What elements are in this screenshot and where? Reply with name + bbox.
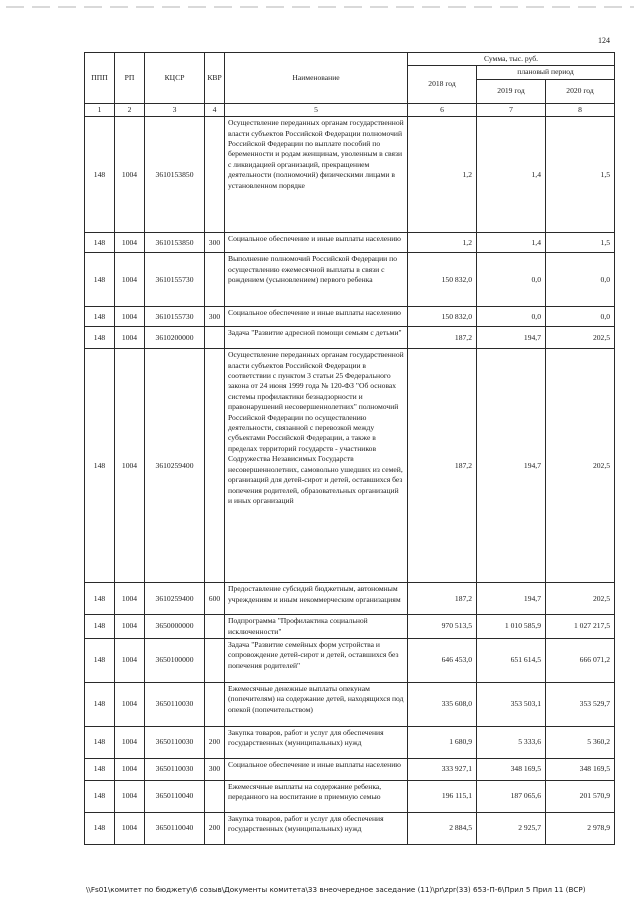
cell-2019: 194,7	[477, 349, 546, 583]
cell-ppp: 148	[85, 759, 115, 781]
cell-name: Задача "Развитие адресной помощи семьям с детьми"	[225, 327, 408, 349]
cell-2018: 187,2	[408, 327, 477, 349]
cell-kvr	[205, 683, 225, 727]
cell-rp: 1004	[115, 233, 145, 253]
cell-rp: 1004	[115, 117, 145, 233]
header-rp: РП	[115, 53, 145, 104]
cell-kcsr: 3650000000	[145, 615, 205, 639]
column-number-cell: 2	[115, 103, 145, 116]
cell-2018: 2 884,5	[408, 813, 477, 845]
cell-kcsr: 3650110030	[145, 727, 205, 759]
table-row	[85, 615, 615, 639]
cell-2018: 1,2	[408, 233, 477, 253]
cell-kvr	[205, 639, 225, 683]
cell-kvr: 200	[205, 813, 225, 845]
cell-name: Закупка товаров, работ и услуг для обеспечения государственных (муниципальных) нужд	[225, 727, 408, 759]
cell-2018: 187,2	[408, 349, 477, 583]
header-2020: 2020 год	[546, 79, 615, 103]
table-row	[85, 583, 615, 615]
cell-kvr	[205, 781, 225, 813]
cell-kvr	[205, 615, 225, 639]
cell-ppp: 148	[85, 683, 115, 727]
table-row	[85, 307, 615, 327]
table-row	[85, 233, 615, 253]
cell-kcsr: 3610155730	[145, 253, 205, 307]
cell-rp: 1004	[115, 253, 145, 307]
cell-rp: 1004	[115, 349, 145, 583]
cell-kvr: 300	[205, 233, 225, 253]
cell-rp: 1004	[115, 583, 145, 615]
table-row	[85, 117, 615, 233]
header-sum: Сумма, тыс. руб.	[408, 53, 615, 66]
cell-ppp: 148	[85, 307, 115, 327]
column-numbers-row	[85, 103, 615, 116]
cell-name: Осуществление переданных органам государственной власти субъектов Российской Федерации полномочий Российской Федерации по выплате пособий по беременности и родам женщинам, уволенным в связи с ликвидацией организаций, прекращением деятельности (полномочий) физическими лицами в установленном порядке	[225, 117, 408, 233]
cell-kcsr: 3610200000	[145, 327, 205, 349]
cell-2020: 1,5	[546, 117, 615, 233]
cell-rp: 1004	[115, 727, 145, 759]
cell-name: Закупка товаров, работ и услуг для обеспечения государственных (муниципальных) нужд	[225, 813, 408, 845]
header-kvr: КВР	[205, 53, 225, 104]
table-row	[85, 683, 615, 727]
table-row	[85, 253, 615, 307]
header-kcsr: КЦСР	[145, 53, 205, 104]
cell-2020: 5 360,2	[546, 727, 615, 759]
cell-2018: 333 927,1	[408, 759, 477, 781]
cell-name: Задача "Развитие семейных форм устройства и сопровождение детей-сирот и детей, оставшихся без попечения родителей"	[225, 639, 408, 683]
cell-rp: 1004	[115, 759, 145, 781]
header-name: Наименование	[225, 53, 408, 104]
cell-kvr: 300	[205, 759, 225, 781]
cell-2020: 1 027 217,5	[546, 615, 615, 639]
table-body	[85, 117, 615, 845]
header-plan-period: плановый период	[477, 66, 615, 79]
cell-ppp: 148	[85, 615, 115, 639]
column-number-cell: 8	[546, 103, 615, 116]
header-ppp: ППП	[85, 53, 115, 104]
cell-2019: 0,0	[477, 307, 546, 327]
table-row	[85, 781, 615, 813]
cell-2019: 353 503,1	[477, 683, 546, 727]
cell-kcsr: 3650110040	[145, 813, 205, 845]
footer-file-path: \\Fs01\комитет по бюджету\6 созыв\Документы комитета\33 внеочередное заседание (11)\pr\zpr(33) 653-П-6\Прил 5 Прил 11 (ВСР)	[86, 885, 586, 894]
cell-2019: 651 614,5	[477, 639, 546, 683]
cell-kvr	[205, 327, 225, 349]
cell-2020: 202,5	[546, 327, 615, 349]
cell-2019: 1,4	[477, 117, 546, 233]
cell-rp: 1004	[115, 781, 145, 813]
cell-2018: 1 680,9	[408, 727, 477, 759]
cell-kcsr: 3610153850	[145, 233, 205, 253]
cell-2019: 1 010 585,9	[477, 615, 546, 639]
cell-rp: 1004	[115, 615, 145, 639]
cell-rp: 1004	[115, 683, 145, 727]
cell-kcsr: 3650110030	[145, 759, 205, 781]
cell-ppp: 148	[85, 727, 115, 759]
cell-2018: 196 115,1	[408, 781, 477, 813]
cell-kvr	[205, 349, 225, 583]
cell-kvr: 200	[205, 727, 225, 759]
cell-rp: 1004	[115, 327, 145, 349]
cell-2018: 646 453,0	[408, 639, 477, 683]
cell-name: Выполнение полномочий Российской Федерации по осуществлению ежемесячной выплаты в связи с рождением (усыновлением) первого ребенка	[225, 253, 408, 307]
table-row	[85, 727, 615, 759]
cell-kcsr: 3610259400	[145, 349, 205, 583]
cell-ppp: 148	[85, 813, 115, 845]
cell-2019: 187 065,6	[477, 781, 546, 813]
cell-2018: 150 832,0	[408, 307, 477, 327]
cell-2020: 353 529,7	[546, 683, 615, 727]
cell-kvr: 600	[205, 583, 225, 615]
cell-name: Ежемесячные выплаты на содержание ребенка, переданного на воспитание в приемную семью	[225, 781, 408, 813]
cell-kcsr: 3610153850	[145, 117, 205, 233]
cell-2019: 348 169,5	[477, 759, 546, 781]
cell-ppp: 148	[85, 253, 115, 307]
cell-2020: 348 169,5	[546, 759, 615, 781]
cell-ppp: 148	[85, 349, 115, 583]
cell-name: Социальное обеспечение и иные выплаты населению	[225, 759, 408, 781]
cell-ppp: 148	[85, 583, 115, 615]
header-2018: 2018 год	[408, 66, 477, 103]
cell-rp: 1004	[115, 813, 145, 845]
cell-name: Подпрограмма "Профилактика социальной исключенности"	[225, 615, 408, 639]
cell-kvr: 300	[205, 307, 225, 327]
scan-artifact-line	[6, 6, 634, 8]
cell-2020: 202,5	[546, 349, 615, 583]
budget-table	[84, 52, 615, 845]
table-row	[85, 327, 615, 349]
cell-name: Ежемесячные денежные выплаты опекунам (попечителям) на содержание детей, находящихся под опекой (попечительством)	[225, 683, 408, 727]
cell-2018: 335 608,0	[408, 683, 477, 727]
cell-2019: 0,0	[477, 253, 546, 307]
cell-2020: 0,0	[546, 253, 615, 307]
cell-kcsr: 3610155730	[145, 307, 205, 327]
cell-name: Предоставление субсидий бюджетным, автономным учреждениям и иным некоммерческим организациям	[225, 583, 408, 615]
cell-rp: 1004	[115, 639, 145, 683]
table-row	[85, 639, 615, 683]
page-number: 124	[598, 36, 610, 45]
cell-ppp: 148	[85, 233, 115, 253]
column-number-cell: 6	[408, 103, 477, 116]
header-2019: 2019 год	[477, 79, 546, 103]
column-number-cell: 4	[205, 103, 225, 116]
column-number-cell: 3	[145, 103, 205, 116]
cell-rp: 1004	[115, 307, 145, 327]
cell-kcsr: 3650100000	[145, 639, 205, 683]
cell-2020: 0,0	[546, 307, 615, 327]
cell-kcsr: 3650110030	[145, 683, 205, 727]
cell-2018: 187,2	[408, 583, 477, 615]
cell-2020: 202,5	[546, 583, 615, 615]
cell-2018: 150 832,0	[408, 253, 477, 307]
table-row	[85, 759, 615, 781]
column-number-cell: 5	[225, 103, 408, 116]
cell-2018: 1,2	[408, 117, 477, 233]
cell-ppp: 148	[85, 117, 115, 233]
cell-2019: 194,7	[477, 583, 546, 615]
column-number-cell: 1	[85, 103, 115, 116]
cell-2018: 970 513,5	[408, 615, 477, 639]
cell-2019: 2 925,7	[477, 813, 546, 845]
cell-2020: 2 978,9	[546, 813, 615, 845]
table-row	[85, 349, 615, 583]
cell-2020: 201 570,9	[546, 781, 615, 813]
cell-kvr	[205, 253, 225, 307]
cell-2020: 1,5	[546, 233, 615, 253]
cell-ppp: 148	[85, 639, 115, 683]
cell-ppp: 148	[85, 781, 115, 813]
table-row	[85, 813, 615, 845]
cell-2019: 5 333,6	[477, 727, 546, 759]
cell-kvr	[205, 117, 225, 233]
cell-ppp: 148	[85, 327, 115, 349]
cell-name: Социальное обеспечение и иные выплаты населению	[225, 307, 408, 327]
table-header	[85, 53, 615, 117]
cell-name: Социальное обеспечение и иные выплаты населению	[225, 233, 408, 253]
cell-2019: 194,7	[477, 327, 546, 349]
cell-kcsr: 3610259400	[145, 583, 205, 615]
cell-2020: 666 071,2	[546, 639, 615, 683]
cell-kcsr: 3650110040	[145, 781, 205, 813]
column-number-cell: 7	[477, 103, 546, 116]
cell-2019: 1,4	[477, 233, 546, 253]
cell-name: Осуществление переданных органам государственной власти субъектов Российской Федерации в соответствии с пунктом 3 статьи 25 Федерального закона от 24 июня 1999 года № 120-ФЗ "Об основах системы профилактики безнадзорности и правонарушений несовершеннолетних" полномочий Российской Федерации по осуществлению деятельности, связанной с перевозкой между субъектами Российской Федерации, а также в пределах территорий государств - участников Содружества Независимых Государств несовершеннолетних, самовольно ушедших из семей, организаций для детей-сирот и детей, оставшихся без попечения родителей, образовательных организаций и иных организаций	[225, 349, 408, 583]
